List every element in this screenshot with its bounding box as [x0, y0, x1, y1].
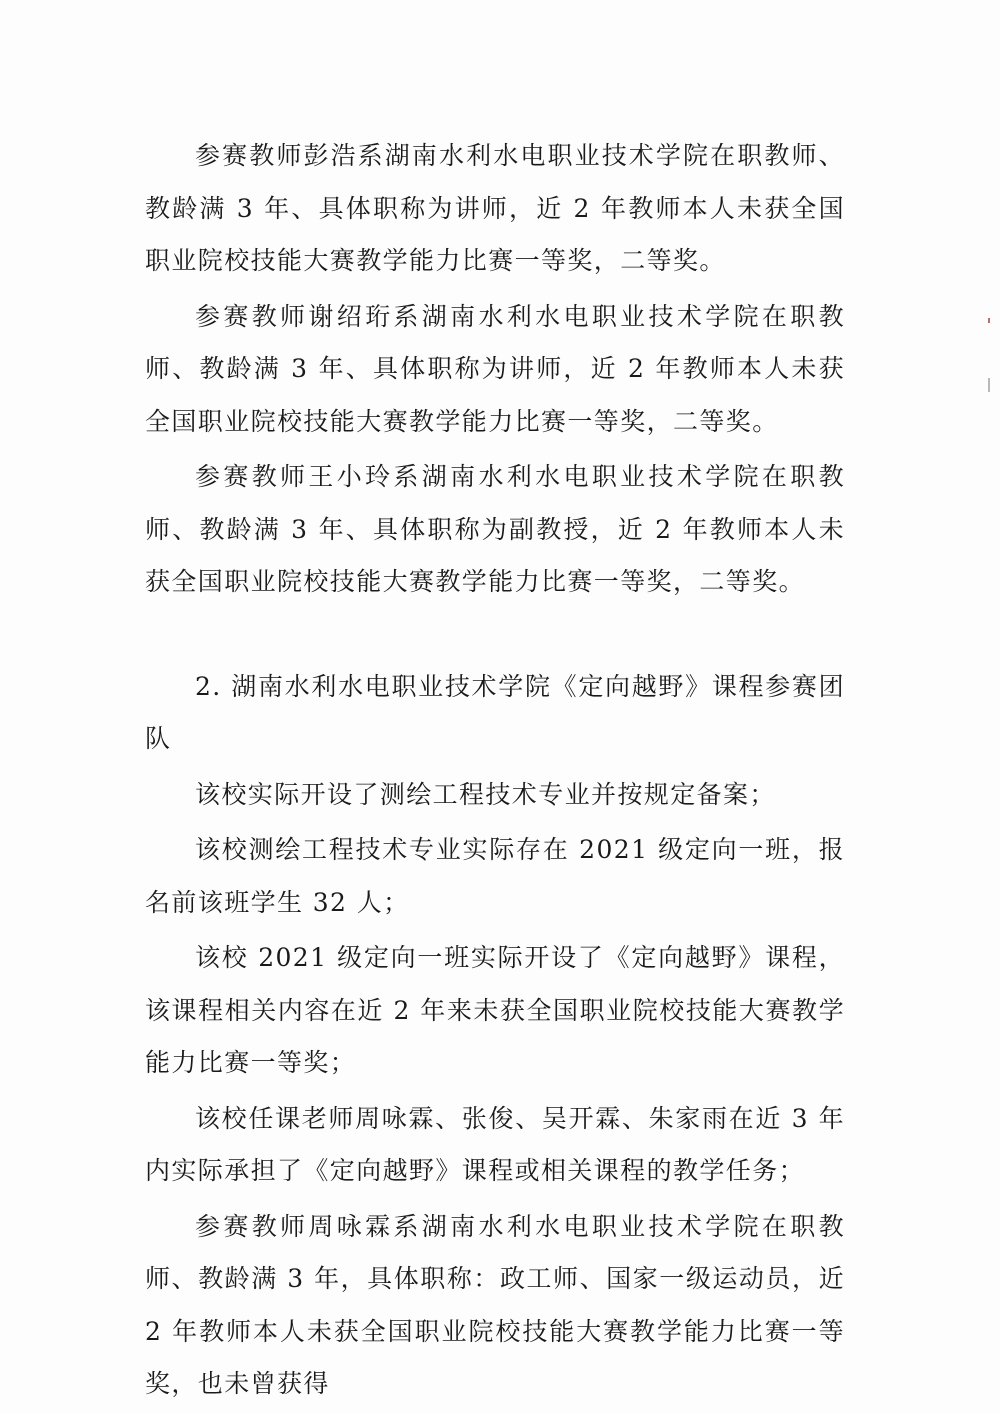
- paragraph-class-size: 该校测绘工程技术专业实际存在 2021 级定向一班，报名前该班学生 32 人；: [145, 835, 845, 917]
- paragraph-peng-hao: 参赛教师彭浩系湖南水利水电职业技术学院在职教师、教龄满 3 年、具体职称为讲师，近 2 年教师本人未获全国职业院校技能大赛教学能力比赛一等奖，二等奖。: [145, 141, 845, 275]
- section-heading-orienteering-team: 2. 湖南水利水电职业技术学院《定向越野》课程参赛团队: [145, 671, 845, 753]
- scan-margin-mark: [988, 318, 990, 323]
- paragraph-course-teachers: 该校任课老师周咏霖、张俊、吴开霖、朱家雨在近 3 年内实际承担了《定向越野》课程或相关课程的教学任务；: [145, 1103, 845, 1185]
- document-body: [145, 130, 845, 1414]
- paragraph-zhou-yonglin: 参赛教师周咏霖系湖南水利水电职业技术学院在职教师、教龄满 3 年，具体职称：政工师、国家一级运动员，近 2 年教师本人未获全国职业院校技能大赛教学能力比赛一等奖，也未曾获得: [145, 1211, 845, 1398]
- paragraph-wang-xiaoling: 参赛教师王小玲系湖南水利水电职业技术学院在职教师、教龄满 3 年、具体职称为副教授，近 2 年教师本人未获全国职业院校技能大赛教学能力比赛一等奖，二等奖。: [145, 462, 845, 596]
- paragraph-xie-shaoheng: 参赛教师谢绍珩系湖南水利水电职业技术学院在职教师、教龄满 3 年、具体职称为讲师，近 2 年教师本人未获全国职业院校技能大赛教学能力比赛一等奖，二等奖。: [145, 301, 845, 436]
- scan-margin-mark: [988, 378, 990, 392]
- paragraph-major-filing: 该校实际开设了测绘工程技术专业并按规定备案；: [195, 779, 776, 809]
- paragraph-course-offered: 该校 2021 级定向一班实际开设了《定向越野》课程，该课程相关内容在近 2 年来未获全国职业院校技能大赛教学能力比赛一等奖；: [145, 943, 845, 1077]
